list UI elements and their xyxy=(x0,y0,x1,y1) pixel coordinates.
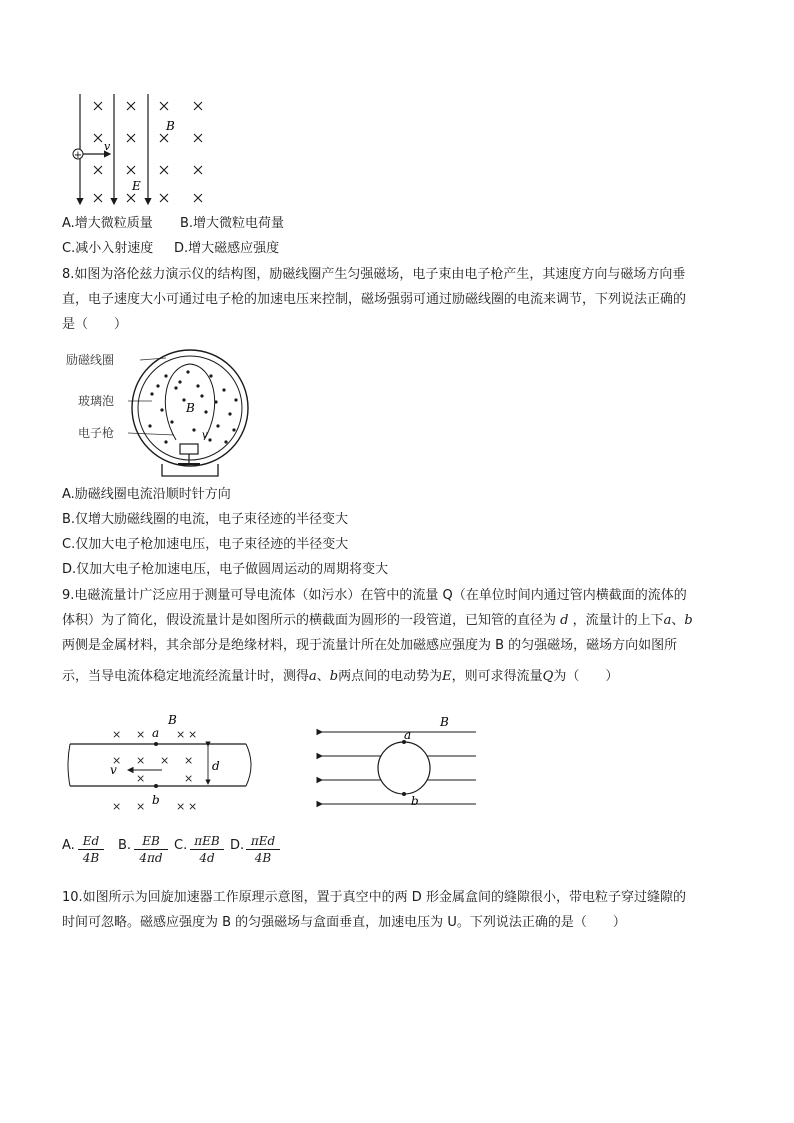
q8-stem-line-3: 是（ ） xyxy=(62,317,128,332)
q9-pipe-figure xyxy=(66,712,266,812)
q9-option-a-fraction: Ed 4B xyxy=(78,834,104,865)
label-B: B xyxy=(168,713,177,727)
label-B: B xyxy=(166,119,175,133)
svg-text:×: × xyxy=(136,754,146,767)
svg-text:×: × xyxy=(176,728,186,741)
q7-option-d[interactable]: D.增大磁感应强度 xyxy=(174,241,280,256)
q7-option-a[interactable]: A.增大微粒质量 xyxy=(62,216,153,231)
q9-option-c[interactable]: C. xyxy=(174,838,188,853)
label-v: v xyxy=(110,763,117,777)
svg-text:×: × xyxy=(136,728,146,741)
label-b: b xyxy=(152,793,160,807)
svg-text:×: × xyxy=(176,800,186,813)
label-v: v xyxy=(104,140,111,153)
svg-text:×: × xyxy=(112,728,122,741)
q8-option-b[interactable]: B.仅增大励磁线圈的电流，电子束径迹的半径变大 xyxy=(62,512,349,527)
q7-figure xyxy=(66,92,216,212)
q9-stem-line-2: 体积）为了简化，假设流量计是如图所示的横截面为圆形的一段管道，已知管的直径为 d ，流量计的上下a、b xyxy=(62,613,693,628)
q9-option-d[interactable]: D. xyxy=(230,838,245,853)
q9-option-d-fraction: πEd 4B xyxy=(246,834,280,865)
q9-section-figure xyxy=(316,712,486,812)
label-v: v xyxy=(202,430,208,441)
label-a: a xyxy=(404,728,412,742)
q9-option-a[interactable]: A. xyxy=(62,838,75,853)
label-B: B xyxy=(440,715,449,729)
q10-stem-line-1: 10.如图所示为回旋加速器工作原理示意图，置于真空中的两 D 形金属盒间的缝隙很小，带电粒子穿过缝隙的 xyxy=(62,890,686,905)
label-b: b xyxy=(411,794,419,808)
label-gun: 电子枪 xyxy=(78,426,115,440)
q10-stem-line-2: 时间可忽略。磁感应强度为 B 的匀强磁场与盒面垂直，加速电压为 U。下列说法正确的是（ ） xyxy=(62,915,626,930)
q7-option-c[interactable]: C.减小入射速度 xyxy=(62,241,154,256)
svg-text:×: × xyxy=(136,772,146,785)
label-coil: 励磁线圈 xyxy=(66,353,115,367)
particle-plus: + xyxy=(73,150,83,161)
q9-option-b-fraction: EB 4πd xyxy=(134,834,168,865)
q8-option-a[interactable]: A.励磁线圈电流沿顺时针方向 xyxy=(62,487,231,502)
q9-stem-line-3: 两侧是金属材料，其余部分是绝缘材料，现于流量计所在处加磁感应强度为 B 的匀强磁场，磁场方向如图所 xyxy=(62,638,678,653)
label-E: E xyxy=(132,179,141,193)
svg-text:×: × xyxy=(188,728,198,741)
svg-text:×: × xyxy=(184,772,194,785)
q9-stem-line-1: 9.电磁流量计广泛应用于测量可导电流体（如污水）在管中的流量 Q（在单位时间内通过管内横截面的流体的 xyxy=(62,588,687,603)
svg-text:×: × xyxy=(112,754,122,767)
q9-option-b[interactable]: B. xyxy=(118,838,132,853)
q7-option-b[interactable]: B.增大微粒电荷量 xyxy=(180,216,285,231)
q8-option-c[interactable]: C.仅加大电子枪加速电压，电子束径迹的半径变大 xyxy=(62,537,349,552)
svg-text:×: × xyxy=(136,800,146,813)
q9-option-c-fraction: πEB 4d xyxy=(190,834,224,865)
label-d: d xyxy=(212,759,220,773)
q9-stem-line-4: 示，当导电流体稳定地流经流量计时，测得a、b两点间的电动势为E，则可求得流量Q为（ ） xyxy=(62,669,619,684)
label-a: a xyxy=(152,726,160,740)
q8-stem-line-2: 直，电子速度大小可通过电子枪的加速电压来控制，磁场强弱可通过励磁线圈的电流来调节，下列说法正确的 xyxy=(62,292,687,307)
svg-text:×: × xyxy=(112,800,122,813)
q8-option-d[interactable]: D.仅加大电子枪加速电压，电子做圆周运动的周期将变大 xyxy=(62,562,389,577)
label-B: B xyxy=(186,401,195,415)
svg-text:×: × xyxy=(184,754,194,767)
label-bulb: 玻璃泡 xyxy=(78,394,115,408)
q8-figure xyxy=(66,346,266,476)
svg-text:×: × xyxy=(188,800,198,813)
svg-text:×: × xyxy=(160,754,170,767)
q8-stem-line-1: 8.如图为洛伦兹力演示仪的结构图，励磁线圈产生匀强磁场，电子束由电子枪产生，其速度方向与磁场方向垂 xyxy=(62,267,686,282)
